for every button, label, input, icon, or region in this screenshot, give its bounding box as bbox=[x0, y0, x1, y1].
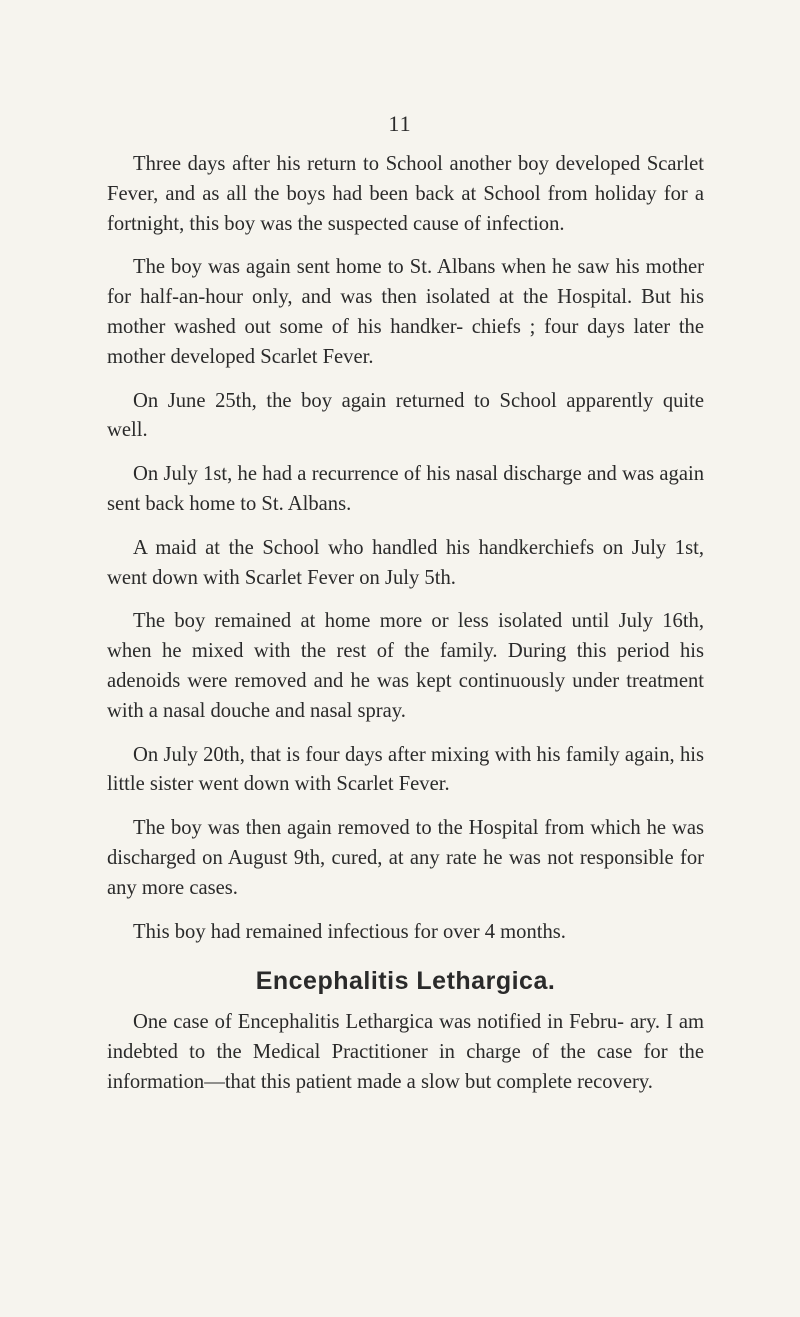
paragraph-10: One case of Encephalitis Lethargica was notified in Febru- ary. I am indebted to the Medical Practitioner in charge of the case for the information—that this patient made a slow but complete recovery. bbox=[107, 1011, 704, 1093]
paragraph-7: On July 20th, that is four days after mixing with his family again, his little sister went down with Scarlet Fever. bbox=[107, 743, 704, 796]
paragraph-1: Three days after his return to School another boy developed Scarlet Fever, and as all the boys had been back at School from holiday for a fortnight, this boy was the suspected cause of infection. bbox=[107, 153, 704, 235]
paragraph-4: On July 1st, he had a recurrence of his nasal discharge and was again sent back home to St. Albans. bbox=[107, 463, 704, 515]
paragraph-5: A maid at the School who handled his handkerchiefs on July 1st, went down with Scarlet Fever on July 5th. bbox=[107, 536, 704, 589]
paragraph-2: The boy was again sent home to St. Albans when he saw his mother for half-an-hour only, and was then isolated at the Hospital. But his mother washed out some of his handker- chiefs ; four days later the mother developed Scarlet Fever. bbox=[107, 256, 704, 368]
paragraph-3: On June 25th, the boy again returned to School apparently quite well. bbox=[107, 389, 704, 442]
paragraph-6: The boy remained at home more or less isolated until July 16th, when he mixed with the rest of the family. During this period his adenoids were removed and he was kept continuously under treatment with a nasal douche and nasal spray. bbox=[107, 610, 704, 722]
paragraph-9: This boy had remained infectious for over 4 months. bbox=[133, 920, 566, 943]
paragraph-8: The boy was then again removed to the Hospital from which he was discharged on August 9th, cured, at any rate he was not responsible for any more cases. bbox=[107, 817, 704, 899]
section-heading: Encephalitis Lethargica. bbox=[255, 967, 556, 996]
body-text bbox=[107, 150, 704, 1112]
page-number: 11 bbox=[388, 111, 412, 136]
